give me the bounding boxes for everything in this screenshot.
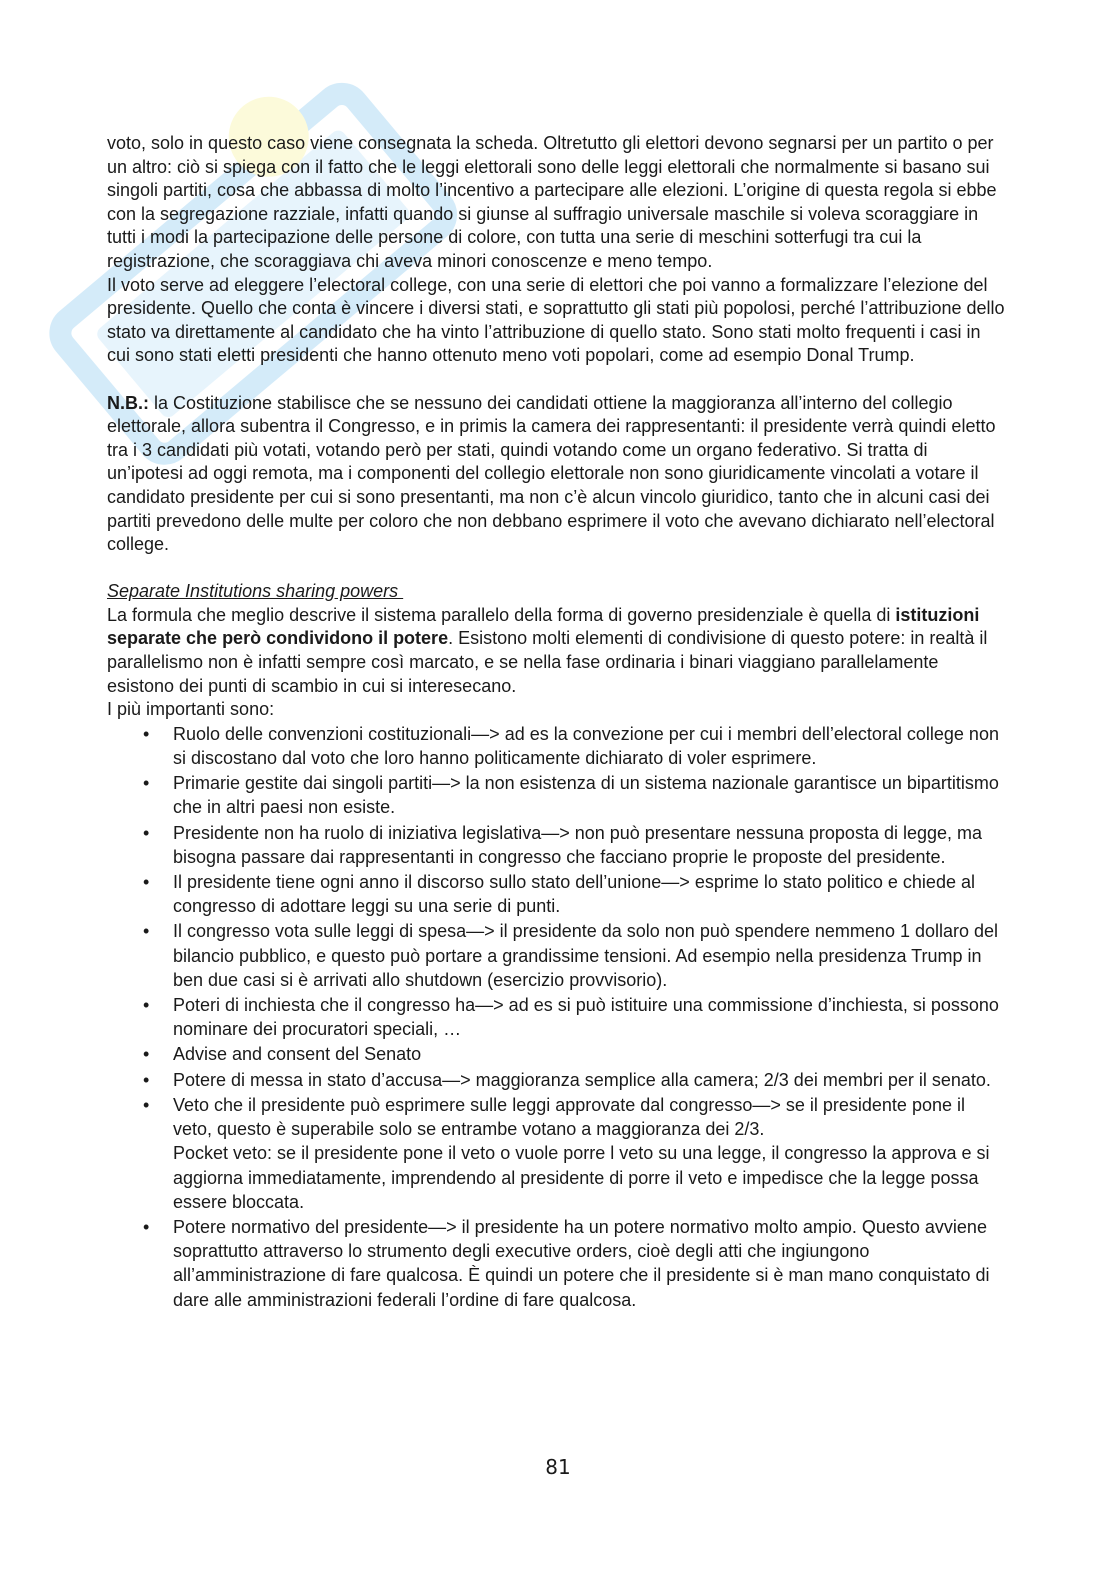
bullet-list <box>107 722 1007 1312</box>
document-page <box>107 132 1007 1313</box>
bullet-icon: • <box>143 921 150 942</box>
list-item <box>107 919 1007 992</box>
list-item <box>107 1215 1007 1312</box>
list-item-text: Veto che il presidente può esprimere sulle leggi approvate dal congresso—> se il presidente pone il veto, questo è superabile solo se entrambe votano a maggioranza dei 2/3. <box>173 1094 965 1140</box>
paragraph-gap <box>107 368 1007 392</box>
bullet-icon: • <box>143 773 150 794</box>
list-intro: I più importanti sono: <box>107 699 275 720</box>
list-item <box>107 1068 1007 1092</box>
note-label: N.B.: <box>107 392 149 413</box>
list-item-text: Primarie gestite dai singoli partiti—> la non esistenza di un sistema nazionale garantisce un bipartitismo che in altri paesi non esiste. <box>173 773 999 818</box>
list-item-text: Ruolo delle convenzioni costituzionali—> ad es la convezione per cui i membri dell’electoral college non si discostano dal voto che loro hanno politicamente dichiarato di voler esprimere. <box>173 723 999 769</box>
list-item <box>107 821 1007 869</box>
list-item <box>107 1042 1007 1066</box>
bullet-icon: • <box>143 1216 150 1237</box>
list-item-text: Il presidente tiene ogni anno il discorso sullo stato dell’unione—> esprime lo stato politico e chiede al congresso di adottare leggi su una serie di punti. <box>173 872 975 917</box>
list-item <box>107 993 1007 1041</box>
bullet-icon: • <box>143 1069 150 1090</box>
intro-paragraph-2: Il voto serve ad eleggere l’electoral college, con una serie di elettori che poi vanno a formalizzare l’elezione del presidente. Quello che conta è vincere i diversi stati, e soprattutto gli stati più popolosi, perché l’attribuzione dello stato va direttamente al candidato che ha vinto l’attribuzione di quello stato. Sono stati molto frequenti i casi in cui sono stati eletti presidenti che hanno ottenuto meno voti popolari, come ad esempio Donal Trump. <box>107 274 1005 366</box>
list-item-text: Presidente non ha ruolo di iniziativa legislativa—> non può presentare nessuna proposta di legge, ma bisogna passare dai rappresentanti in congresso che facciano proprie le proposte del presidente. <box>173 822 983 867</box>
list-item <box>107 870 1007 918</box>
page-number: 81 <box>545 1455 571 1479</box>
bullet-icon: • <box>143 1094 150 1115</box>
pocket-veto-text: Pocket veto: se il presidente pone il veto o vuole porre l veto su una legge, il congresso la approva e si aggiorna immediatamente, imprendendo al presidente di porre il veto e impedisce che la legge possa essere bloccata. <box>173 1143 990 1212</box>
bullet-icon: • <box>143 995 150 1016</box>
list-item <box>107 1093 1007 1214</box>
section-intro-bold: istituzioni separate che però condividono il potere <box>107 604 980 649</box>
bullet-icon: • <box>143 822 150 843</box>
bullet-icon: • <box>143 872 150 893</box>
note-text: la Costituzione stabilisce che se nessuno dei candidati ottiene la maggioranza all’interno del collegio elettorale, allora subentra il Congresso, e in primis la camera dei rappresentanti: il presidente verrà quindi eletto tra i 3 candidati più votati, votando però per stati, quindi votando come un organo federativo. Si tratta di un’ipotesi ad oggi remota, ma i componenti del collegio elettorale non sono giuridicamente vincolati a votare il candidato presidente per cui si sono presentanti, ma non c’è alcun vincolo giuridico, tanto che in alcuni casi dei partiti prevedono delle multe per coloro che non debbano esprimere il voto che avevano dichiarato nell’electoral college. <box>107 392 996 555</box>
list-item <box>107 771 1007 819</box>
bullet-icon: • <box>143 723 150 744</box>
section-intro <box>107 604 1007 698</box>
list-item-text: Il congresso vota sulle leggi di spesa—> il presidente da solo non può spendere nemmeno 1 dollaro del bilancio pubblico, e questo può portare a grandissime tensioni. Ad esempio nella presidenza Trump in ben due casi si è arrivati allo shutdown (esercizio provvisorio). <box>173 921 999 990</box>
section-heading: Separate Institutions sharing powers <box>107 581 404 602</box>
section-intro-after: . Esistono molti elementi di condivisione di questo potere: in realtà il parallelismo non è infatti sempre così marcato, e se nella fase ordinaria i binari viaggiano parallelamente esistono dei punti di scambio in cui si interesecano. <box>107 628 988 696</box>
bullet-icon: • <box>143 1044 150 1065</box>
list-item-text: Potere normativo del presidente—> il presidente ha un potere normativo molto ampio. Questo avviene soprattutto attraverso lo strumento degli executive orders, cioè degli atti che ingiungono all’amministrazione di fare qualcosa. È quindi un potere che il presidente si è man mano conquistato di dare alle amministrazioni federali l’ordine di fare qualcosa. <box>173 1216 990 1310</box>
paragraph-gap <box>107 557 1007 581</box>
note-paragraph <box>107 392 1007 557</box>
section-intro-before: La formula che meglio descrive il sistema parallelo della forma di governo presidenziale è quella di <box>107 604 896 625</box>
intro-paragraph-1: voto, solo in questo caso viene consegnata la scheda. Oltretutto gli elettori devono segnarsi per un partito o per un altro: ciò si spiega con il fatto che le leggi elettorali sono delle leggi elettorali che normalmente si basano sui singoli partiti, cosa che abbassa di molto l’incentivo a partecipare alle elezioni. L’origine di questa regola si ebbe con la segregazione razziale, infatti quando si giunse al suffragio universale maschile si voleva scoraggiare in tutti i modi la partecipazione delle persone di colore, con tutta una serie di meschini sotterfugi tra cui la registrazione, che scoraggiava chi aveva minori conoscenze e meno tempo. <box>107 133 997 271</box>
list-item <box>107 722 1007 770</box>
list-item-text: Potere di messa in stato d’accusa—> maggioranza semplice alla camera; 2/3 dei membri per il senato. <box>173 1069 991 1090</box>
list-item-text: Poteri di inchiesta che il congresso ha—> ad es si può istituire una commissione d’inchiesta, si possono nominare dei procuratori speciali, … <box>173 995 999 1040</box>
list-item-text: Advise and consent del Senato <box>173 1044 422 1065</box>
